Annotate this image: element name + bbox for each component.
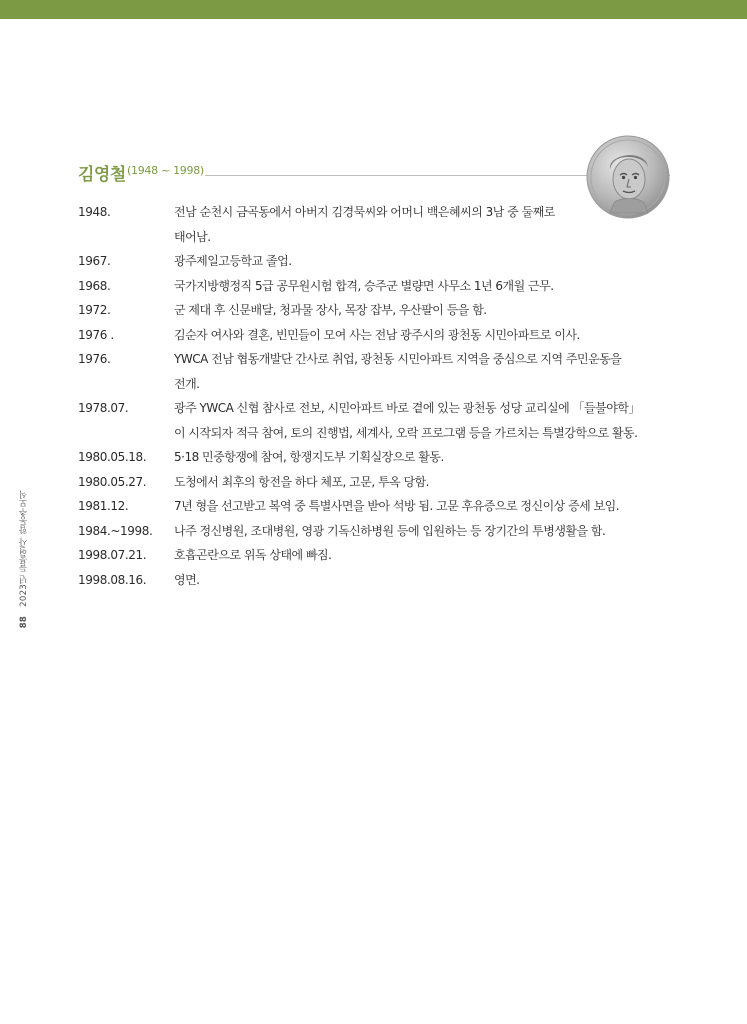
timeline-entry (78, 249, 648, 274)
timeline-entry (78, 494, 648, 519)
entry-date: 1980.05.18. (78, 450, 147, 464)
entry-text: 호흡곤란으로 위독 상태에 빠짐. (174, 548, 332, 562)
entry-text: 5·18 민중항쟁에 참여, 항쟁지도부 기획실장으로 활동. (174, 450, 444, 464)
entry-date: 1998.07.21. (78, 548, 147, 562)
entry-text: YWCA 전남 협동개발단 간사로 취업, 광천동 시민아파트 지역을 중심으로 지역 주민운동을 전개. (174, 352, 622, 391)
entry-text: 전남 순천시 금곡동에서 아버지 김경묵씨와 어머니 백은혜씨의 3남 중 둘째로 태어남. (174, 205, 555, 244)
entry-text: 군 제대 후 신문배달, 청과물 장사, 목장 잡부, 우산팔이 등을 함. (174, 303, 487, 317)
timeline-entry (78, 519, 648, 544)
entry-date: 1976 . (78, 327, 114, 342)
entry-date: 1998.08.16. (78, 572, 147, 587)
entry-date: 1981.12. (78, 499, 129, 513)
entry-text: 영면. (174, 572, 200, 587)
entry-date: 1972. (78, 303, 111, 317)
entry-date: 1976. (78, 352, 111, 366)
entry-date: 1968. (78, 278, 111, 293)
entry-date: 1967. (78, 254, 111, 268)
top-color-band (0, 0, 747, 19)
entry-date: 1984.~1998. (78, 523, 153, 538)
life-years: (1948 ~ 1998) (127, 164, 204, 177)
timeline-entry (78, 274, 648, 299)
timeline-entry (78, 396, 648, 445)
page-number: 88 (19, 615, 29, 629)
entry-text: 나주 정신병원, 조대병원, 영광 기독신하병원 등에 입원하는 등 장기간의 투병생활을 함. (174, 523, 606, 538)
entry-date: 1948. (78, 205, 111, 219)
biography-timeline (78, 200, 648, 592)
person-name: 김영철 (78, 165, 126, 185)
timeline-entry (78, 200, 648, 249)
timeline-entry (78, 568, 648, 593)
timeline-entry (78, 323, 648, 348)
timeline-entry (78, 347, 648, 396)
timeline-entry (78, 298, 648, 323)
book-title: 2023년 들불열사 합동추모식 (19, 490, 29, 607)
timeline-entry (78, 470, 648, 495)
entry-text: 광주제일고등학교 졸업. (174, 254, 292, 268)
section-title (78, 158, 598, 184)
entry-date: 1978.07. (78, 401, 129, 415)
entry-text: 국가지방행정직 5급 공무원시험 합격, 승주군 별량면 사무소 1년 6개월 근무. (174, 278, 554, 293)
entry-text: 7년 형을 선고받고 복역 중 특별사면을 받아 석방 됨. 고문 후유증으로 정신이상 증세 보임. (174, 499, 620, 513)
side-running-footer (18, 490, 30, 628)
entry-text: 도청에서 최후의 항전을 하다 체포, 고문, 투옥 당함. (174, 474, 429, 489)
timeline-entry (78, 445, 648, 470)
entry-date: 1980.05.27. (78, 474, 147, 489)
entry-text: 김순자 여사와 결혼, 빈민들이 모여 사는 전남 광주시의 광천동 시민아파트로 이사. (174, 327, 580, 342)
entry-text: 광주 YWCA 신협 참사로 전보, 시민아파트 바로 곁에 있는 광천동 성당 교리실에 「들불야학」이 시작되자 적극 참여, 토의 진행법, 세계사, 오락 프로그램 등을 가르치는 특별강학으로 활동. (174, 401, 640, 440)
timeline-entry (78, 543, 648, 568)
